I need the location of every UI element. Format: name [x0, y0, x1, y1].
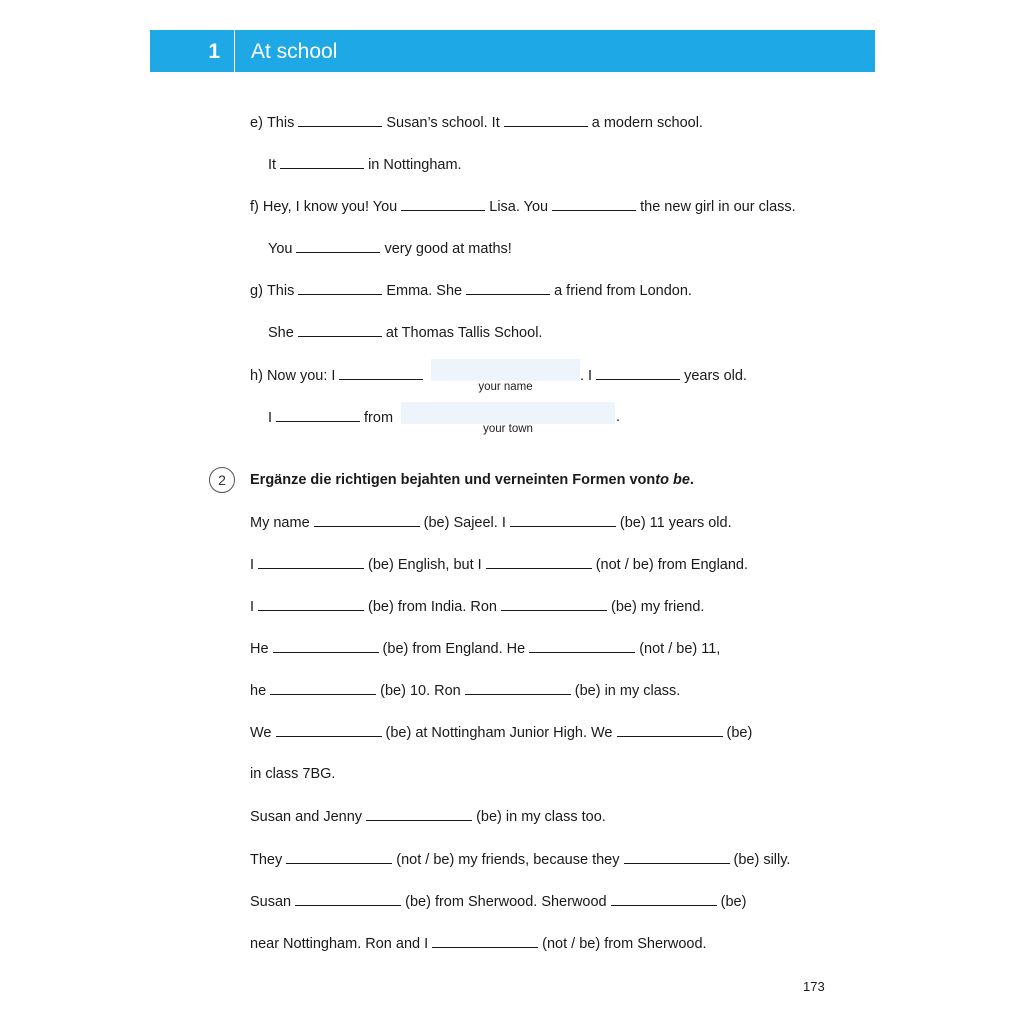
answer-blank[interactable]: [501, 596, 607, 611]
answer-blank[interactable]: [486, 554, 592, 569]
exercise-line-h2-start: I from: [268, 407, 393, 428]
exercise-instruction: Ergänze die richtigen bejahten und verneinten Formen vonto be.: [250, 472, 694, 488]
answer-blank[interactable]: [295, 891, 401, 906]
your-town-field[interactable]: [401, 402, 615, 424]
exercise-line-h1-start: h) Now you: I: [250, 365, 427, 386]
answer-blank[interactable]: [258, 554, 364, 569]
exercise-line-e2: It in Nottingham.: [268, 154, 462, 175]
answer-blank[interactable]: [611, 891, 717, 906]
exercise2-line-1: My name (be) Sajeel. I (be) 11 years old.: [250, 512, 732, 533]
answer-blank[interactable]: [298, 112, 382, 127]
answer-blank[interactable]: [280, 154, 364, 169]
exercise-number-badge: 2: [209, 467, 235, 493]
answer-blank[interactable]: [466, 280, 550, 295]
exercise-line-e1: e) This Susan’s school. It a modern school.: [250, 112, 703, 133]
exercise2-line-5: he (be) 10. Ron (be) in my class.: [250, 680, 680, 701]
answer-blank[interactable]: [298, 280, 382, 295]
answer-blank[interactable]: [270, 680, 376, 695]
exercise-line-h2-end: .: [616, 409, 621, 425]
exercise2-line-8: Susan and Jenny (be) in my class too.: [250, 806, 606, 827]
exercise-line-h1-end: . I years old.: [580, 365, 747, 386]
answer-blank[interactable]: [617, 722, 723, 737]
answer-blank[interactable]: [465, 680, 571, 695]
answer-blank[interactable]: [258, 596, 364, 611]
exercise2-line-4: He (be) from England. He (not / be) 11,: [250, 638, 720, 659]
answer-blank[interactable]: [286, 849, 392, 864]
exercise2-line-9: They (not / be) my friends, because they (be) silly.: [250, 849, 790, 870]
exercise-line-g1: g) This Emma. She a friend from London.: [250, 280, 692, 301]
exercise2-line-2: I (be) English, but I (not / be) from England.: [250, 554, 748, 575]
answer-blank[interactable]: [276, 722, 382, 737]
exercise2-line-10: Susan (be) from Sherwood. Sherwood (be): [250, 891, 746, 912]
chapter-number: 1: [208, 40, 220, 63]
answer-blank[interactable]: [624, 849, 730, 864]
page-number: 173: [803, 979, 825, 994]
answer-blank[interactable]: [510, 512, 616, 527]
banner-divider: [234, 30, 235, 72]
exercise-line-g2: She at Thomas Tallis School.: [268, 322, 542, 343]
chapter-title: At school: [251, 40, 338, 63]
answer-blank[interactable]: [529, 638, 635, 653]
answer-blank[interactable]: [276, 407, 360, 422]
your-town-caption: your town: [483, 423, 533, 435]
answer-blank[interactable]: [273, 638, 379, 653]
answer-blank[interactable]: [504, 112, 588, 127]
answer-blank[interactable]: [552, 196, 636, 211]
exercise2-line-3: I (be) from India. Ron (be) my friend.: [250, 596, 704, 617]
answer-blank[interactable]: [314, 512, 420, 527]
exercise2-line-6: We (be) at Nottingham Junior High. We (be): [250, 722, 752, 743]
chapter-banner: [150, 30, 875, 72]
your-name-caption: your name: [478, 381, 533, 393]
answer-blank[interactable]: [296, 238, 380, 253]
exercise-line-f1: f) Hey, I know you! You Lisa. You the new girl in our class.: [250, 196, 796, 217]
your-name-field[interactable]: [431, 359, 580, 381]
exercise-line-f2: You very good at maths!: [268, 238, 512, 259]
exercise2-line-11: near Nottingham. Ron and I (not / be) from Sherwood.: [250, 933, 707, 954]
exercise2-line-7: in class 7BG.: [250, 766, 336, 782]
answer-blank[interactable]: [298, 322, 382, 337]
answer-blank[interactable]: [366, 806, 472, 821]
answer-blank[interactable]: [432, 933, 538, 948]
answer-blank[interactable]: [401, 196, 485, 211]
answer-blank[interactable]: [339, 365, 423, 380]
answer-blank[interactable]: [596, 365, 680, 380]
